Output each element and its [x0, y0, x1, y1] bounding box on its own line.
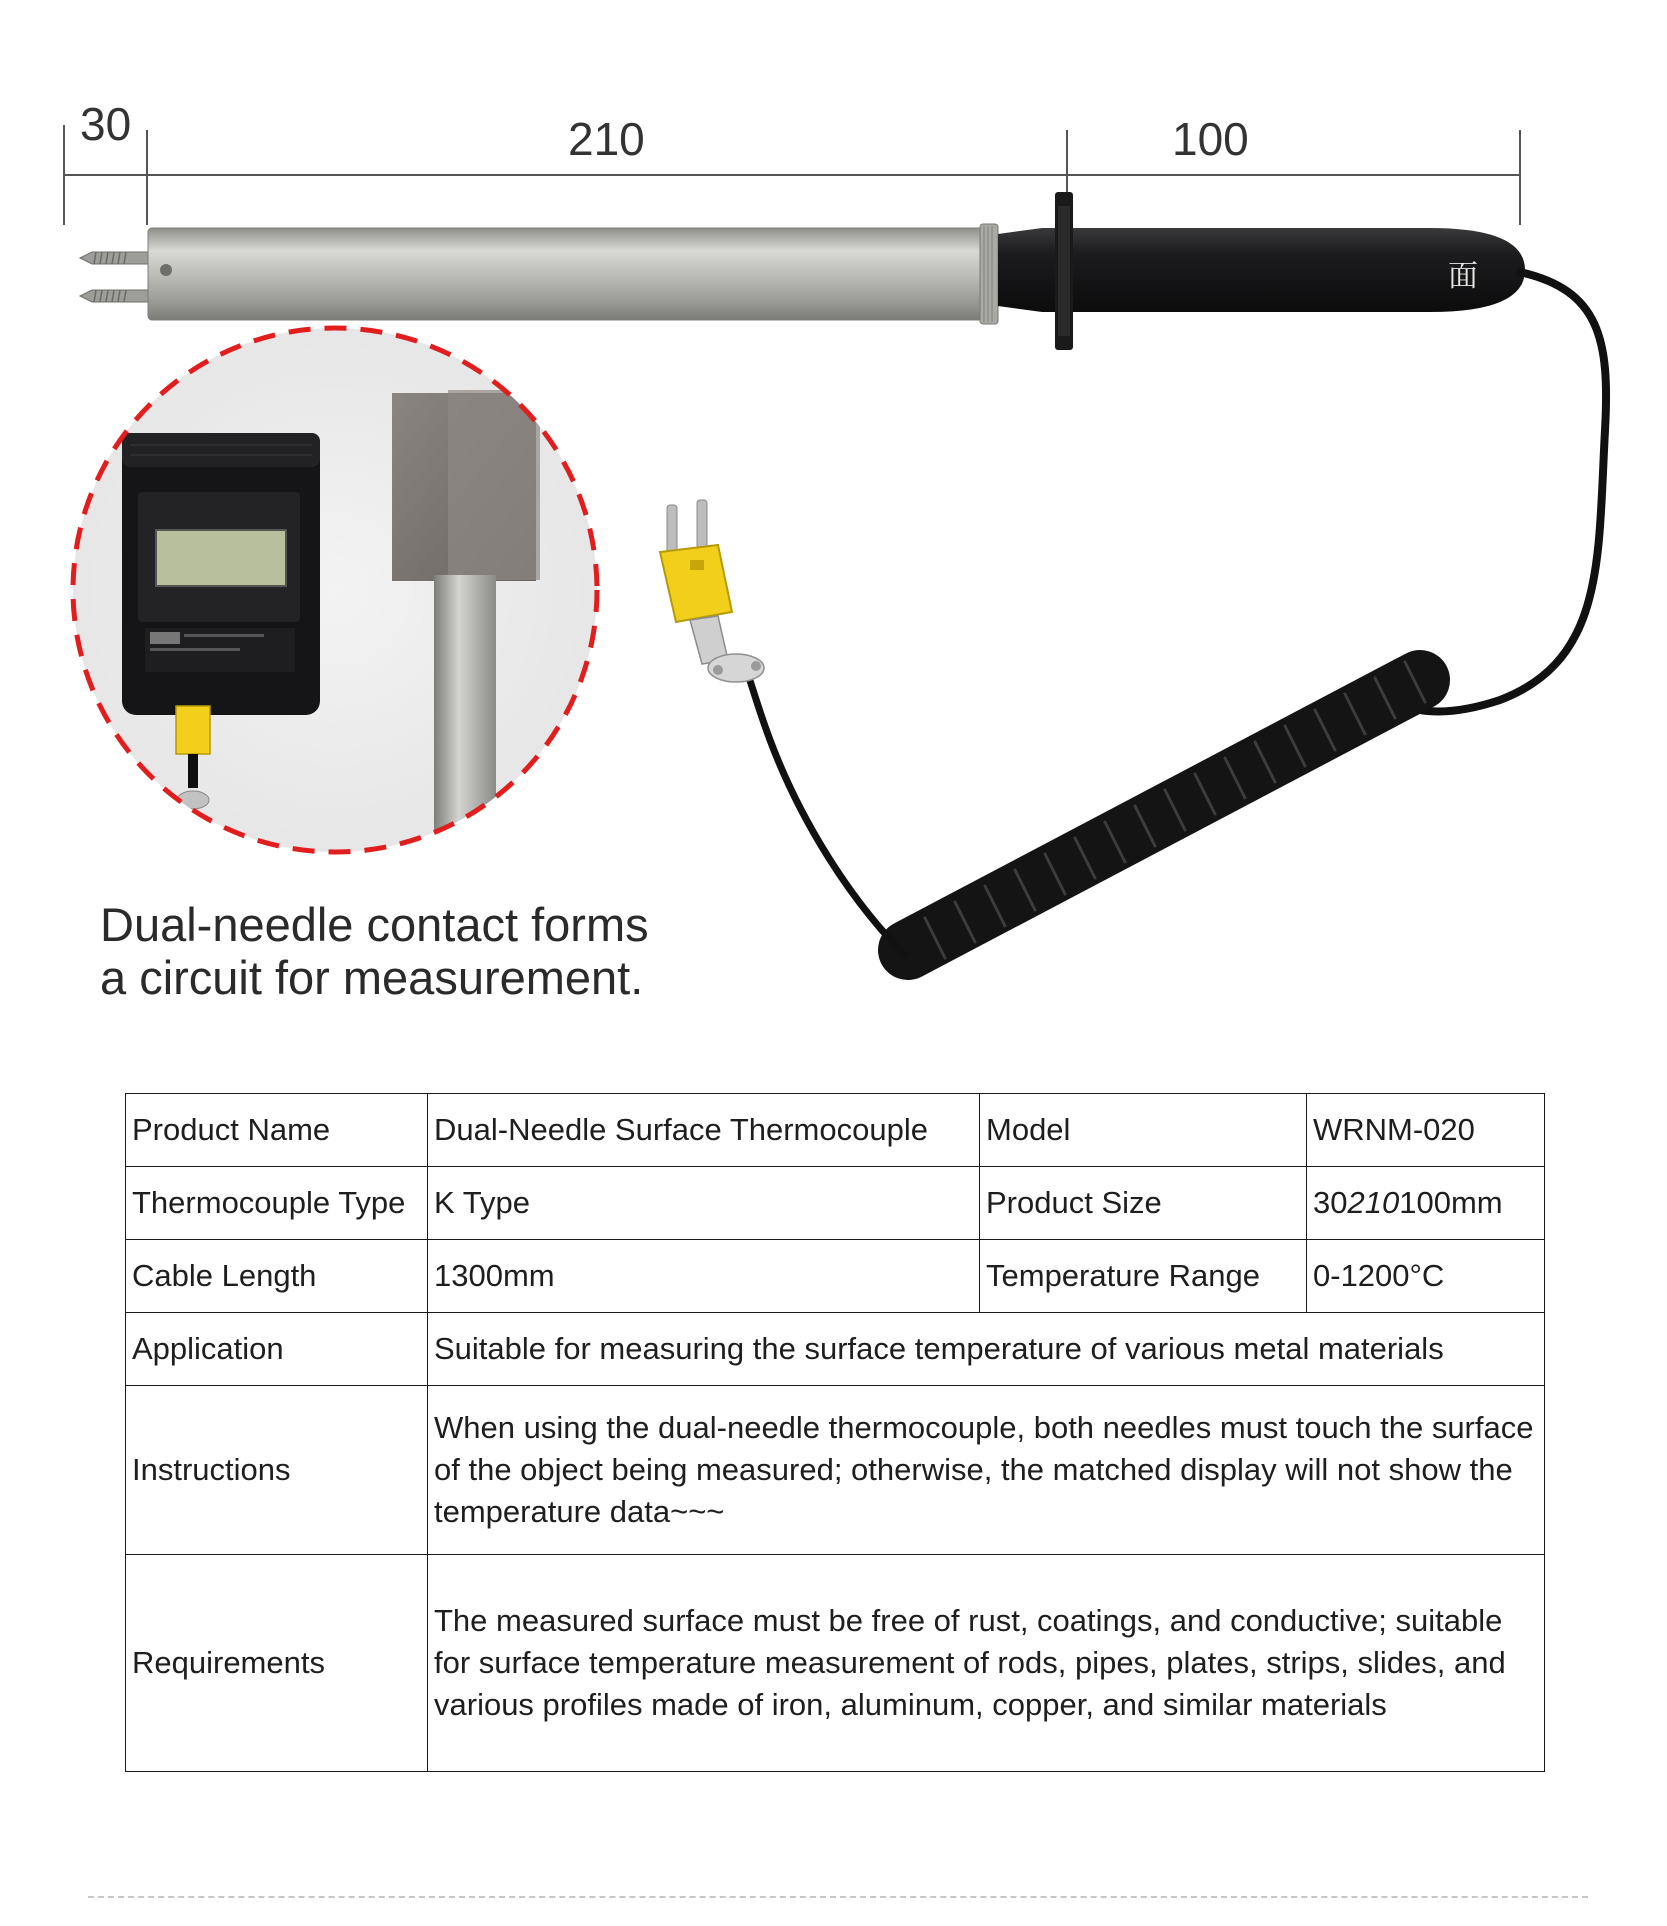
cell-type-value: K Type: [428, 1167, 980, 1240]
dimension-label-handle: 100: [1172, 113, 1249, 165]
dimension-lines: [64, 125, 1520, 225]
specification-table: [125, 1093, 1545, 1772]
cell-requirements-label: Requirements: [126, 1555, 428, 1772]
cell-application-value: Suitable for measuring the surface temperature of various metal materials: [428, 1313, 1545, 1386]
cell-cable-label: Cable Length: [126, 1240, 428, 1313]
cell-size-value: [1307, 1167, 1545, 1240]
dimension-label-tip: 30: [80, 98, 132, 150]
cell-model-label: Model: [980, 1094, 1307, 1167]
cell-product-name-label: Product Name: [126, 1094, 428, 1167]
cell-size-label: Product Size: [980, 1167, 1307, 1240]
cell-type-label: Thermocouple Type: [126, 1167, 428, 1240]
probe-needles: [80, 252, 150, 302]
caption: [100, 898, 649, 1004]
thermocouple-connector: [660, 500, 764, 682]
dimension-label-shaft: 210: [568, 113, 645, 165]
cell-application-label: Application: [126, 1313, 428, 1386]
table-row: [126, 1167, 1545, 1240]
cell-product-name-value: Dual-Needle Surface Thermocouple: [428, 1094, 980, 1167]
handle-cable: [1380, 272, 1606, 711]
table-row: [126, 1240, 1545, 1313]
caption-line-1: Dual-needle contact forms: [100, 898, 649, 951]
table-row: [126, 1313, 1545, 1386]
dashed-divider: [88, 1896, 1588, 1898]
callout-circle: [73, 328, 597, 855]
cell-range-value: 0-1200°C: [1307, 1240, 1545, 1313]
table-row: [126, 1094, 1545, 1167]
table-row: [126, 1555, 1545, 1772]
cell-instructions-label: Instructions: [126, 1386, 428, 1555]
cell-instructions-value: When using the dual-needle thermocouple, both needles must touch the surface of the object being measured; otherwise, the matched display will not show the temperature data~~~: [428, 1386, 1545, 1555]
size-value-a: 30: [1313, 1185, 1348, 1220]
connector-cable: [742, 660, 905, 955]
table-row: [126, 1386, 1545, 1555]
cell-range-label: Temperature Range: [980, 1240, 1307, 1313]
size-value-b: 210: [1347, 1185, 1400, 1220]
steel-shaft: [148, 224, 998, 324]
size-value-c: 100mm: [1399, 1185, 1503, 1220]
coiled-cable: [908, 662, 1425, 958]
cell-model-value: WRNM-020: [1307, 1094, 1545, 1167]
handle-mark: 面: [1448, 259, 1478, 294]
caption-line-2: a circuit for measurement.: [100, 951, 644, 1004]
cell-cable-value: 1300mm: [428, 1240, 980, 1313]
black-handle: [998, 192, 1525, 350]
cell-requirements-value: The measured surface must be free of rust, coatings, and conductive; suitable for surface temperature measurement of rods, pipes, plates, strips, slides, and various profiles made of iron, aluminum, copper, and similar materials: [428, 1555, 1545, 1772]
